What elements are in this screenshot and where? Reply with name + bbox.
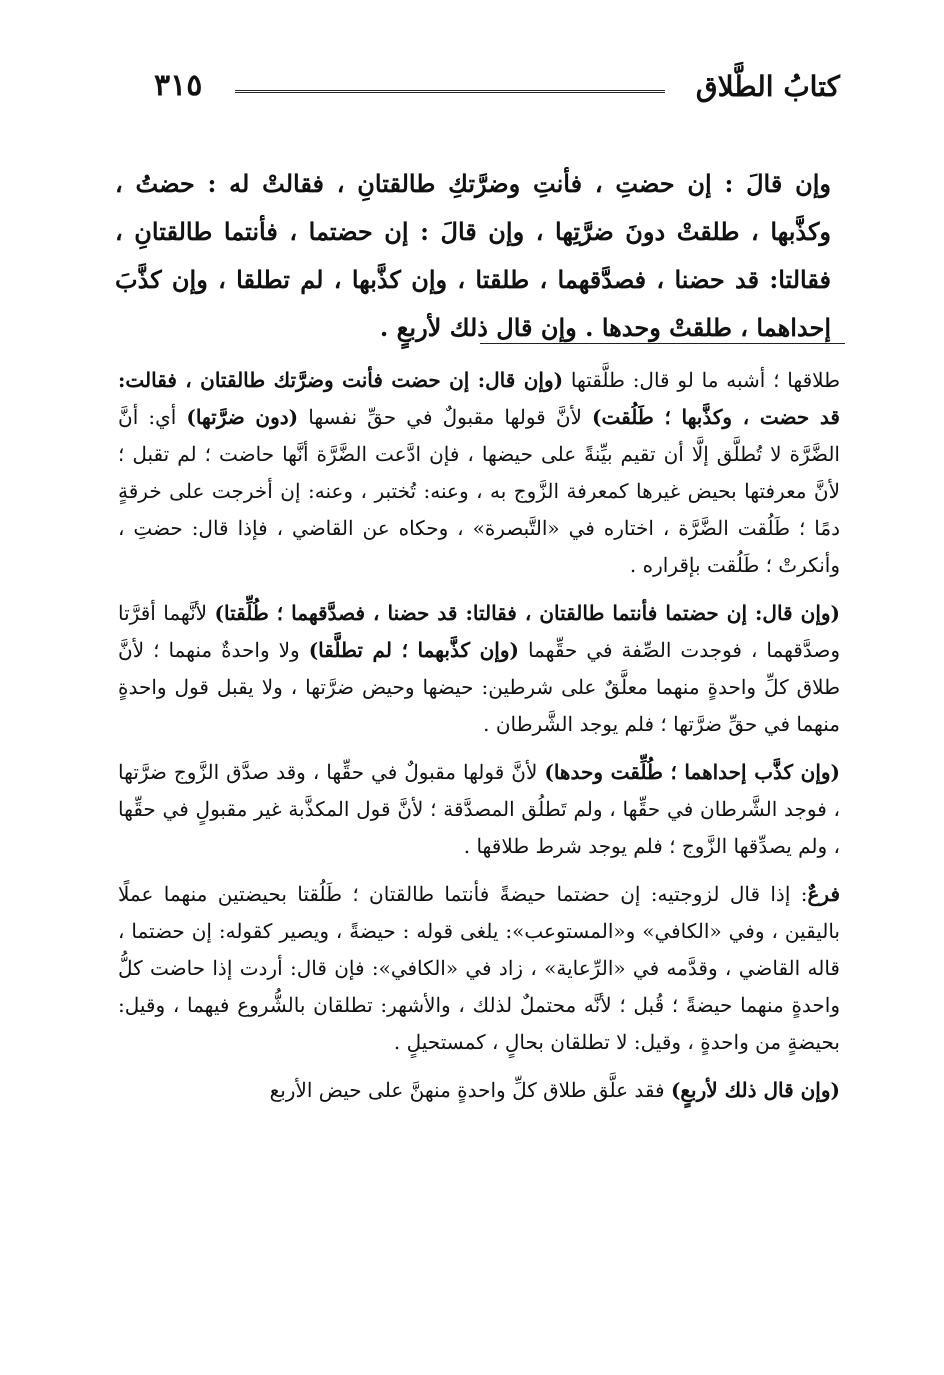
running-title: كتابُ الطَّلاق [695,70,840,103]
bold-quote-segment: (وإن قال ذلك لأربعٍ) [670,1078,840,1102]
commentary-paragraph-4 [118,876,840,1061]
commentary-paragraph-1 [118,362,840,584]
text-segment: لأنَّهما أقرَّتا وصدَّقهما ، فوجدت الصِّفة في حقِّهما [118,601,840,662]
bold-quote-segment: (دون ضرَّتها) [186,405,299,429]
commentary-paragraph-3 [118,754,840,865]
commentary-paragraph-5 [118,1072,840,1109]
bold-quote-segment: فرعٌ [807,882,840,906]
main-text-paragraph: وإن قالَ : إن حضتِ ، فأنتِ وضرَّتكِ طالقتانِ ، فقالتْ له : حضتُ ، وكذَّبها ، طلقتْ دونَ ضرَّتِها ، وإن قالَ : إن حضتما ، فأنتما طالقتانِ ، فقالتا: قد حضنا ، فصدَّقهما ، طلقتا ، وإن كذَّبها ، لم تطلقا ، وإن كذَّبَ إحداهما ، طلقتْ وحدها . وإن قال ذلك لأربعٍ . [115,169,831,342]
commentary [118,362,840,1109]
text-segment: ولا واحدةٌ منهما ؛ لأنَّ طلاق كلِّ واحدةٍ منهما معلَّقٌ على شرطين: حيضها وحيض ضرَّتها ، ولا يقبل قول واحدةٍ منهما في حقِّ ضرَّتها ؛ فلم يوجد الشَّرطان . [118,638,840,736]
section-divider [480,343,845,344]
main-text [115,160,831,352]
page-number: ٣١٥ [154,68,203,103]
bold-quote-segment: (وإن قال: إن حضت فأنت وضرَّتك طالقتان ، فقالت: قد حضت ، وكذَّبها ؛ طَلُقت) [118,368,840,429]
text-segment: : إذا قال لزوجتيه: إن حضتما حيضةً فأنتما طالقتان ؛ طَلُقتا بحيضتين منهما عملًا باليقين ، وفي «الكافي» و«المستوعب»: يلغى قوله : حيضةً ، ويصير كقوله: إن حضتما ، قاله القاضي ، وقدَّمه في «الرِّعاية» ، زاد في «الكافي»: فإن قال: أردت إذا حاضت كلُّ واحدةٍ منهما حيضةً ؛ قُبل ؛ لأنَّه محتملٌ لذلك ، والأشهر: تطلقان بالشُّروع فيهما ، وقيل: بحيضةٍ من واحدةٍ ، وقيل: لا تطلقان بحالٍ ، كمستحيلٍ . [118,882,840,1054]
bold-quote-segment: (وإن كذَّب إحداهما ؛ طُلِّقت وحدها) [544,760,840,784]
text-segment: لأنَّ قولها مقبولٌ في حقِّها ، وقد صدَّق الزَّوج ضرَّتها ، فوجد الشَّرطان في حقِّها ، ولم تَطلُق المصدَّقة ؛ لأنَّ قول المكذَّبة غير مقبولٍ في حقِّها ، ولم يصدِّقها الزَّوج ؛ فلم يوجد شرط طلاقها . [118,760,840,858]
header-rule [235,90,665,96]
bold-quote-segment: (وإن قال: إن حضتما فأنتما طالقتان ، فقالتا: قد حضنا ، فصدَّقهما ؛ طُلِّقتا) [214,601,841,625]
text-segment: طلاقها ؛ أشبه ما لو قال: طلَّقتها [563,368,840,392]
bold-quote-segment: (وإن كذَّبهما ؛ لم تطلَّقا) [308,638,519,662]
page-header [140,68,840,112]
commentary-paragraph-2 [118,595,840,743]
text-segment: لأنَّ قولها مقبولٌ في حقِّ نفسها [298,405,592,429]
text-segment: أي: أنَّ الضَّرَّة لا تُطلَّق إلَّا أن تقيم بيِّنةً على حيضها ، فإن ادَّعت الضَّرَّة أنَّها حاضت ؛ لم تقبل ؛ لأنَّ معرفتها بحيض غيرها كمعرفة الزَّوج به ، وعنه: تُختبر ، وعنه: إن أخرجت على خرقةٍ دمًا ؛ طَلُقت الضَّرَّة ، اختاره في «التَّبصرة» ، وحكاه عن القاضي ، فإذا قال: حضتِ ، وأنكرتْ ؛ طَلُقت بإقراره . [118,405,840,577]
text-segment: فقد علَّق طلاق كلِّ واحدةٍ منهنَّ على حيض الأربع [269,1078,671,1102]
